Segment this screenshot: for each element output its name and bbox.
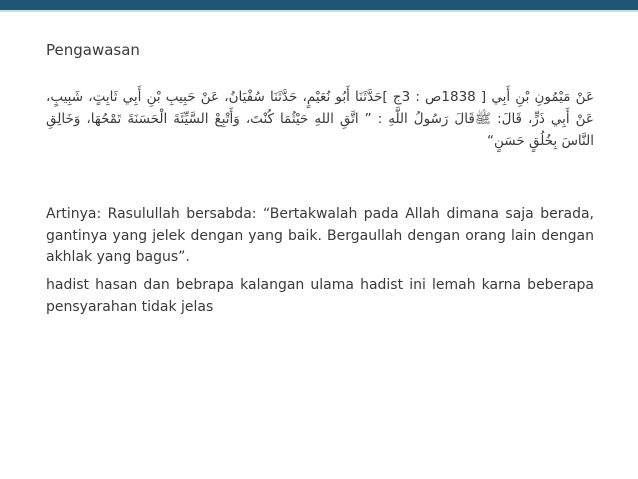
arabic-hadith-text (46, 86, 594, 152)
top-accent-bar (0, 0, 638, 10)
top-divider (0, 10, 638, 12)
translation-paragraph: Artinya: Rasulullah bersabda: “Bertakwalah pada Allah dimana saja berada, gantinya yang jelek dengan yang baik. Bergaullah dengan orang lain dengan akhlak yang bagus”. (46, 206, 594, 265)
slide-title: Pengawasan (46, 41, 140, 59)
note-paragraph: hadist hasan dan bebrapa kalangan ulama hadist ini lemah karna beberapa pensyarahan tidak jelas (46, 277, 594, 315)
arabic-hadith-paragraph: عَنْ مَيْمُونِ بْنِ أَبِي [ 1838ص : 3ج ]حَدَّثَنَا أَبُو نُعَيْمٍ، حَدَّثَنَا سُفْيَانُ، عَنْ حَبِيبِ بْنِ أَبِي ثَابِتٍ، شَبِيبٍ، عَنْ أَبِي ذَرٍّ، قَالَ: ﷺقَالَ رَسُولُ اللَّهِ : ” اتَّقِ اللهِ حَيْثُمَا كُنْتَ، وَأَتْبِعْ السَّيِّئَةَ الْحَسَنَةَ تَمْحُهَا، وَخَالِقِ النَّاسَ بِخُلُقٍ حَسَنٍ“ (46, 89, 594, 149)
